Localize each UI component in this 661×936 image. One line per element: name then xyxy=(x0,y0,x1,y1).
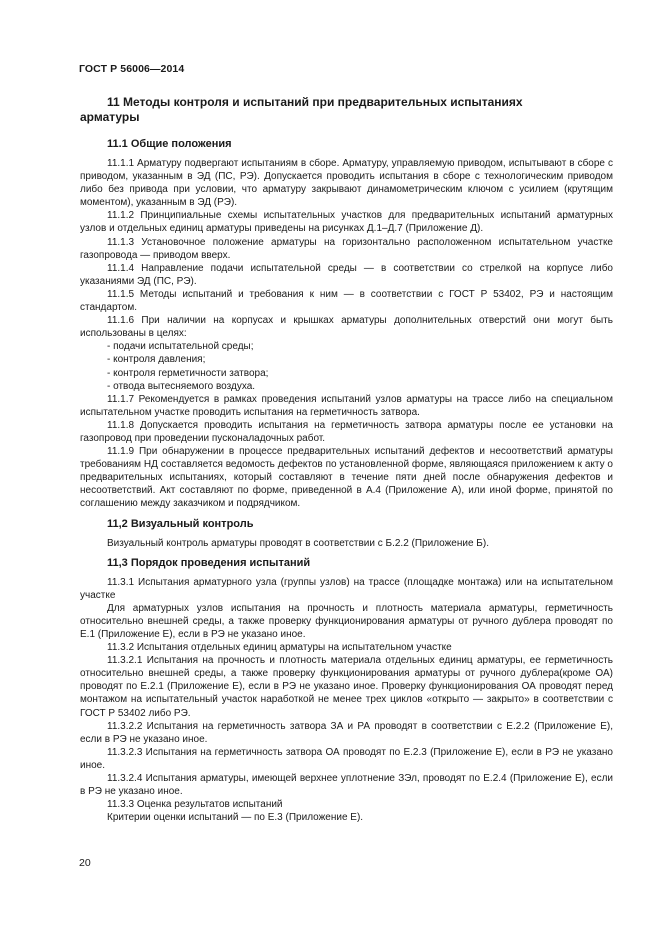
paragraph-11-3-2-1: 11.3.2.1 Испытания на прочность и плотность материала отдельных единиц арматуры, ее герметичность относительно внешней среды, а также проверку функционирования арматуры от ручного дублера(кроме ОА) проводят по Е.2.1 (Приложение Е), если в РЭ не указано иное. Проверку функционирования ОА проводят перед монтажом на испытательный участок наработкой не менее трех циклов «открыто — закрыто» в соответствии с ГОСТ Р 53402 либо РЭ. xyxy=(80,655,613,719)
paragraph-11-3-2-4: 11.3.2.4 Испытания арматуры, имеющей верхнее уплотнение ЗЭл, проводят по Е.2.4 (Приложение Е), если в РЭ не указано иное. xyxy=(80,773,613,798)
paragraph-11-1-4: 11.1.4 Направление подачи испытательной среды — в соответствии со стрелкой на корпусе либо указаниями ЭД (ПС, РЭ). xyxy=(80,262,613,287)
page-content xyxy=(80,95,613,824)
paragraph-11-3-2-3: 11.3.2.3 Испытания на герметичность затвора ОА проводят по Е.2.3 (Приложение Е), если в РЭ не указано иное. xyxy=(80,746,613,771)
list-item: - отвода вытесняемого воздуха. xyxy=(107,380,256,392)
subsection-title-procedure: 11,3 Порядок проведения испытаний xyxy=(107,556,311,569)
page-number: 20 xyxy=(79,857,91,869)
paragraph-11-3-1-body: Для арматурных узлов испытания на прочность и плотность материала арматуры, герметичность относительно внешней среды, а также проверку функционирования арматуры от ручного дублера проводят по Е.1 (Приложение Е), если в РЭ не указано иное. xyxy=(80,602,613,640)
paragraph-11-1-8: 11.1.8 Допускается проводить испытания на герметичность затвора арматуры после ее установки на газопровод при проведении пусконаладочных работ. xyxy=(80,419,613,444)
paragraph-11-3-2-2: 11.3.2.2 Испытания на герметичность затвора ЗА и РА проводят в соответствии с Е.2.2 (Приложение Е), если в РЭ не указано иное. xyxy=(80,720,613,745)
paragraph-criteria: Критерии оценки испытаний — по Е.3 (Приложение Е). xyxy=(107,812,364,824)
subsection-title-general: 11.1 Общие положения xyxy=(107,138,232,150)
paragraph-11-3-2: 11.3.2 Испытания отдельных единиц арматуры на испытательном участке xyxy=(107,642,452,654)
paragraph-11-1-2: 11.1.2 Принципиальные схемы испытательных участков для предварительных испытаний арматурных узлов и отдельных единиц арматуры приведены на рисунках Д.1–Д.7 (Приложение Д). xyxy=(80,210,613,235)
section-title xyxy=(80,95,613,124)
paragraph-11-3-3: 11.3.3 Оценка результатов испытаний xyxy=(107,799,283,811)
document-header: ГОСТ Р 56006—2014 xyxy=(79,63,185,75)
paragraph-11-1-6: 11.1.6 При наличии на корпусах и крышках арматуры дополнительных отверстий они могут быть использованы в целях: xyxy=(80,315,613,340)
paragraph-11-3-1: 11.3.1 Испытания арматурного узла (группы узлов) на трассе (площадке монтажа) или на испытательном участке xyxy=(80,576,613,601)
list-item: - подачи испытательной среды; xyxy=(107,341,254,353)
subsection-title-visual: 11,2 Визуальный контроль xyxy=(107,517,254,530)
paragraph-11-1-9: 11.1.9 При обнаружении в процессе предварительных испытаний дефектов и несоответствий арматуры требованиям НД составляется ведомость дефектов по установленной форме, являющаяся приложением к акту о предварительных испытаниях, который составляют в течение пяти дней после обнаружения дефектов и несоответствий. Акт составляют по форме, приведенной в А.4 (Приложение А), или иной форме, принятой по соглашению между заказчиком и подрядчиком. xyxy=(80,446,613,510)
list-item: - контроля давления; xyxy=(107,354,206,366)
paragraph-visual: Визуальный контроль арматуры проводят в соответствии с Б.2.2 (Приложение Б). xyxy=(107,537,489,549)
section-title-line1: 11 Методы контроля и испытаний при предварительных испытаниях xyxy=(107,95,523,109)
list-item: - контроля герметичности затвора; xyxy=(107,367,269,379)
paragraph-11-1-1: 11.1.1 Арматуру подвергают испытаниям в сборе. Арматуру, управляемую приводом, испытывают в сборе с приводом, указанным в ЭД (ПС, РЭ). Допускается проводить испытания в сборе с технологическим приводом либо без привода при условии, что арматуру закрывают динамометрическим ключом с усилием (крутящим моментом), указанным в ЭД (РЭ). xyxy=(80,158,613,209)
section-title-line2: арматуры xyxy=(80,109,140,124)
paragraph-11-1-5: 11.1.5 Методы испытаний и требования к ним — в соответствии с ГОСТ Р 53402, РЭ и настоящим стандартом. xyxy=(80,288,613,314)
purpose-list xyxy=(80,340,613,392)
paragraph-11-1-3: 11.1.3 Установочное положение арматуры на горизонтально расположенном испытательном участке газопровода — приводом вверх. xyxy=(80,236,613,261)
paragraph-11-1-7: 11.1.7 Рекомендуется в рамках проведения испытаний узлов арматуры на трассе либо на специальном испытательном участке проводить испытания на герметичность затвора. xyxy=(80,393,613,418)
